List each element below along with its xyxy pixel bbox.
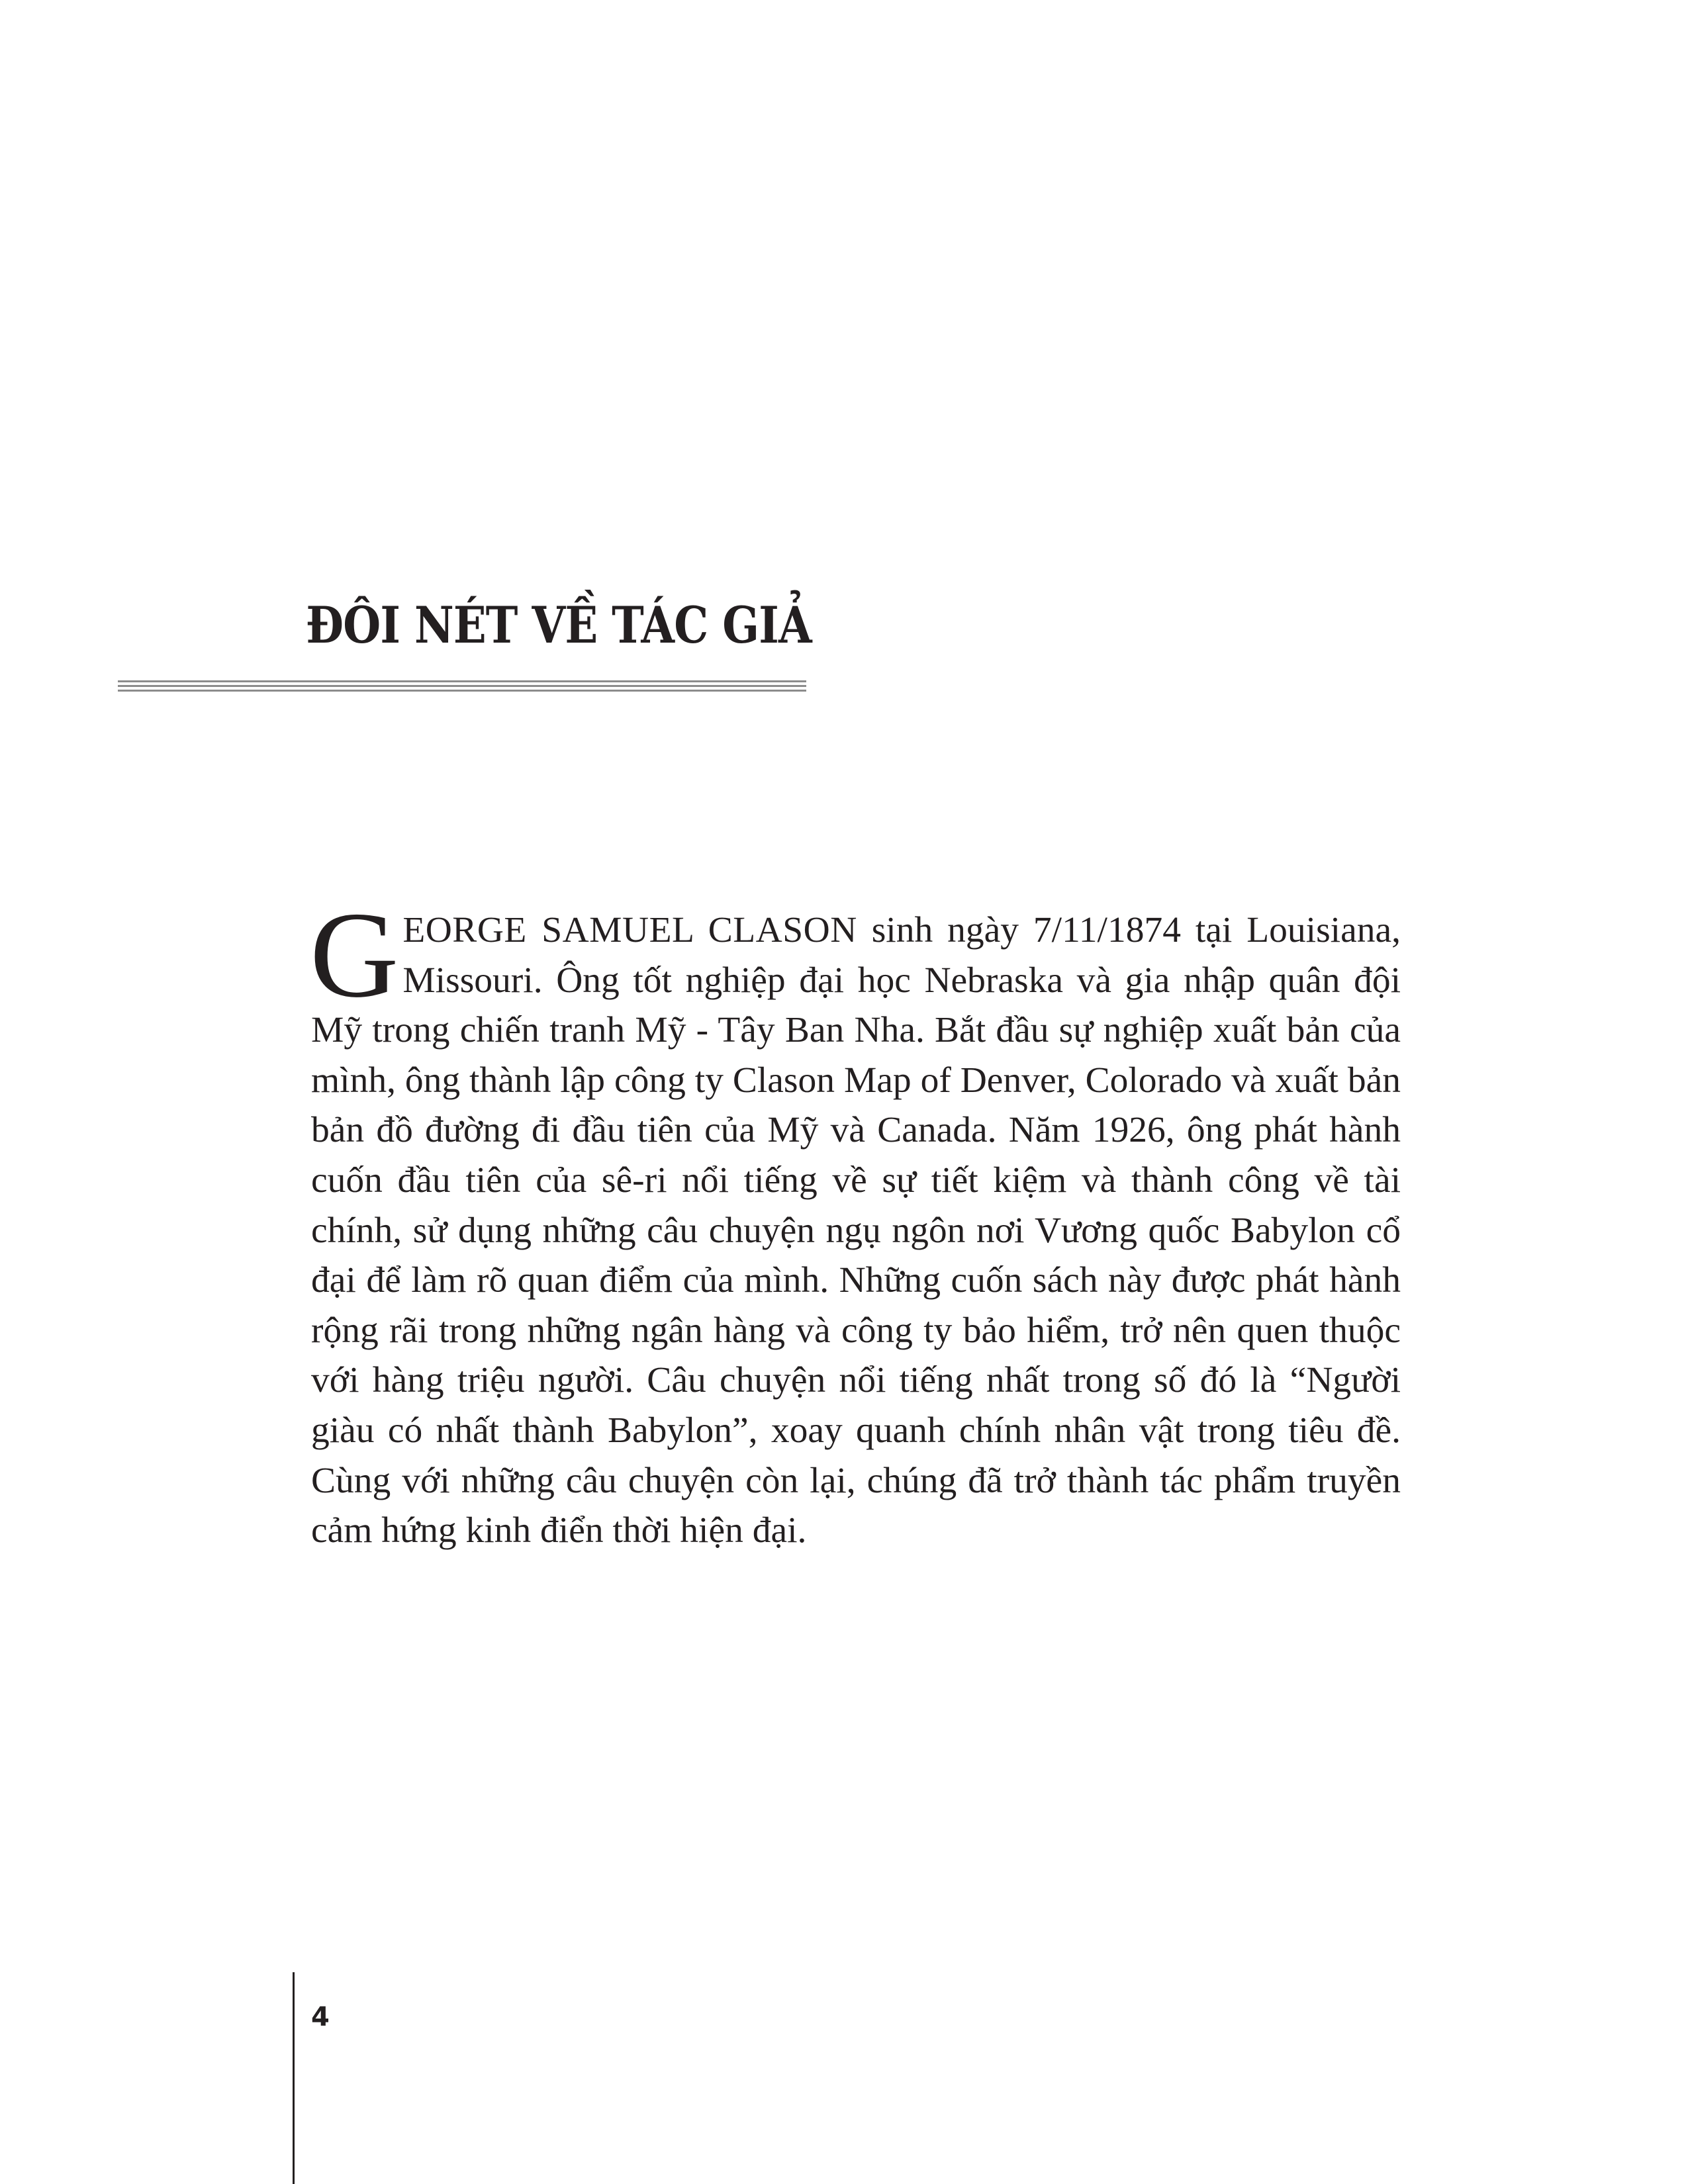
drop-cap: G (310, 887, 399, 1023)
author-bio-paragraph (310, 887, 1401, 1556)
footer-vertical-rule (293, 1972, 295, 2184)
bio-text: sinh ngày 7/11/1874 tại Louisiana, Missouri. Ông tốt nghiệp đại học Nebraska và gia nhập quân đội Mỹ trong chiến tranh Mỹ - Tây Ban Nha. Bắt đầu sự nghiệp xuất bản của mình, ông thành lập công ty Clason Map of Denver, Colorado và xuất bản bản đồ đường đi đầu tiên của Mỹ và Canada. Năm 1926, ông phát hành cuốn đầu tiên của sê-ri nổi tiếng về sự tiết kiệm và thành công về tài chính, sử dụng những câu chuyện ngụ ngôn nơi Vương quốc Babylon cổ đại để làm rõ quan điểm của mình. Những cuốn sách này được phát hành rộng rãi trong những ngân hàng và công ty bảo hiểm, trở nên quen thuộc với hàng triệu người. Câu chuyện nổi tiếng nhất trong số đó là “Người giàu có nhất thành Babylon”, xoay quanh chính nhân vật trong tiêu đề. Cùng với những câu chuyện còn lại, chúng đã trở thành tác phẩm truyền cảm hứng kinh điển thời hiện đại. (311, 910, 1401, 1551)
page-number: 4 (311, 2002, 330, 2032)
rule-line (118, 680, 806, 682)
chapter-title: ĐÔI NÉT VỀ TÁC GIẢ (306, 596, 812, 655)
title-underline-rule (118, 680, 806, 692)
author-name-lead: EORGE SAMUEL CLASON (402, 910, 857, 950)
rule-line (118, 685, 806, 687)
rule-line (118, 690, 806, 692)
